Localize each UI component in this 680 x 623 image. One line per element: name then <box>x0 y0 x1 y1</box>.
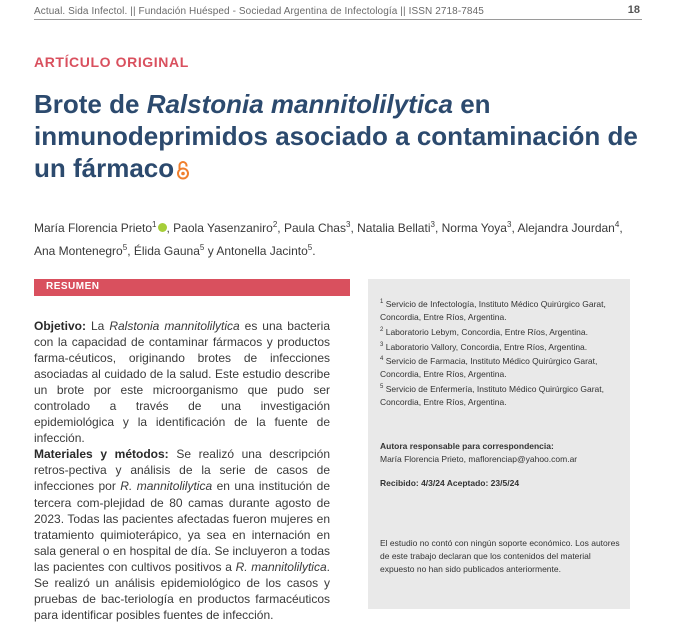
abstract-text: en una institución de tercera com-plejidad de 80 camas durante agosto de 2023. Todas las pacientes afectadas fueron mujeres en tratamiento quimioterápico, ya sea en internación en sala general o en hospital de día. Se incluyeron a todas las pacientes con cultivos positivos a <box>34 479 331 574</box>
affiliation-item <box>380 381 625 409</box>
affiliation-item <box>380 324 625 339</box>
objetivo-label: Objetivo: <box>34 319 87 333</box>
abstract-text: Se realizó una descripción retros-pectiva y análisis de la serie de casos de infecciones por <box>34 447 330 494</box>
journal-citation: Actual. Sida Infectol. || Fundación Huésped - Sociedad Argentina de Infectología || ISSN 2718-7845 <box>34 6 484 17</box>
abstract-text: La <box>86 319 110 333</box>
author-name: Alejandra Jourdan <box>517 221 615 235</box>
affiliation-number: 5 <box>380 384 384 391</box>
abstract-body <box>34 318 330 623</box>
author-affiliation-ref: 5 <box>307 243 313 252</box>
affiliation-text: Servicio de Farmacia, Instituto Médico Quirúrgico Garat, Concordia, Entre Ríos, Argentina. <box>380 356 598 380</box>
author-affiliation-ref: 4 <box>614 220 620 229</box>
affiliation-number: 4 <box>380 356 384 363</box>
affiliation-number: 1 <box>380 299 384 305</box>
affiliation-text: Servicio de Infectología, Instituto Médico Quirúrgico Garat, Concordia, Entre Ríos, Argentina. <box>380 298 606 322</box>
affiliation-item <box>380 296 625 324</box>
affiliation-item <box>380 353 625 381</box>
orcid-icon[interactable] <box>158 223 167 232</box>
abstract-text: . Se realizó un análisis epidemiológico de los casos y pruebas de bac-teriología en productos farmacéuticos para identificar posibles fuentes de infección. <box>34 559 330 622</box>
resumen-heading: RESUMEN <box>46 281 100 292</box>
affiliation-text: Laboratorio Vallory, Concordia, Entre Ríos, Argentina. <box>385 341 588 352</box>
affiliation-list <box>380 296 625 409</box>
author-name: Norma Yoya <box>441 221 507 235</box>
author-affiliation-ref: 2 <box>272 220 278 229</box>
article-title <box>34 88 649 187</box>
author-name: Paula Chas <box>283 221 346 235</box>
author-affiliation-ref: 5 <box>199 243 205 252</box>
author-list: María Florencia Prieto$^1$ , Paola Yasenzaniro$^2$, Paula Chas$^3$, Natalia Bellati$^3$, Norma Yoya$^3$, Alejandra Jourdan$^4$, Ana Montenegro$^5$, Élida Gauna$^5$ y Antonella Jacinto$^5$. <box>34 220 623 258</box>
author-affiliation-ref: 5 <box>122 243 128 252</box>
abstract-metodos <box>34 446 330 623</box>
running-header <box>0 0 680 24</box>
author-name: Paola Yasenzaniro <box>173 221 273 235</box>
info-sidebox <box>368 279 630 609</box>
author-name: Ana Montenegro <box>34 244 123 258</box>
author-affiliation-ref: 3 <box>506 220 512 229</box>
correspondence-label: Autora responsable para correspondencia: <box>380 441 554 451</box>
author-affiliation-ref: 3 <box>345 220 351 229</box>
abstract-species: Ralstonia mannitolilytica <box>109 319 240 333</box>
author-name: Natalia Bellati <box>357 221 431 235</box>
affiliation-text: Servicio de Enfermería, Instituto Médico Quirúrgico Garat, Concordia, Entre Ríos, Argentina. <box>380 384 604 408</box>
affiliation-number: 3 <box>380 341 384 348</box>
title-species: Ralstonia mannitolilytica <box>146 89 453 119</box>
funding-statement: El estudio no contó con ningún soporte económico. Los autores de este trabajo declaran que los contenidos del material expuesto no han sido publicados anteriormente. <box>380 538 620 574</box>
metodos-label: Materiales y métodos: <box>34 447 169 462</box>
affiliation-number: 2 <box>380 326 384 333</box>
article-type: ARTÍCULO ORIGINAL <box>34 54 189 70</box>
abstract-species: R. mannitolilytica <box>235 559 327 574</box>
open-access-icon[interactable] <box>176 155 190 187</box>
author-affiliation-ref: 1 <box>152 220 157 229</box>
title-text-rest: en inmunodeprimidos asociado a contaminación de un fármaco <box>34 89 638 183</box>
abstract-species: R. mannitolilytica <box>120 479 213 494</box>
received-accepted-dates: Recibido: 4/3/24 Aceptado: 23/5/24 <box>380 478 520 488</box>
author-affiliation-ref: 3 <box>430 220 435 229</box>
abstract-objetivo <box>34 318 330 446</box>
correspondence-contact[interactable]: María Florencia Prieto, maflorenciap@yahoo.com.ar <box>380 454 578 464</box>
abstract-text: es una bacteria con la capacidad de contaminar fármacos y productos farma-céuticos, originando brotes de infecciones asociadas al cuidado de la salud. Este estudio describe un brote por este microorganismo que pudo ser controlado a través de una investigación epidemiológica y la identificación de la fuente de infección. <box>34 319 330 446</box>
affiliation-text: Laboratorio Lebym, Concordia, Entre Ríos, Argentina. <box>385 326 588 337</box>
resumen-banner <box>34 279 350 296</box>
correspondence-block <box>380 440 625 466</box>
author-name: María Florencia Prieto <box>34 221 153 235</box>
header-divider <box>34 19 642 20</box>
page-number: 18 <box>627 4 640 16</box>
affiliation-item <box>380 339 625 354</box>
author-name: Antonella Jacinto <box>216 244 308 258</box>
author-name: Élida Gauna <box>133 244 200 258</box>
title-text: Brote de <box>34 89 147 119</box>
